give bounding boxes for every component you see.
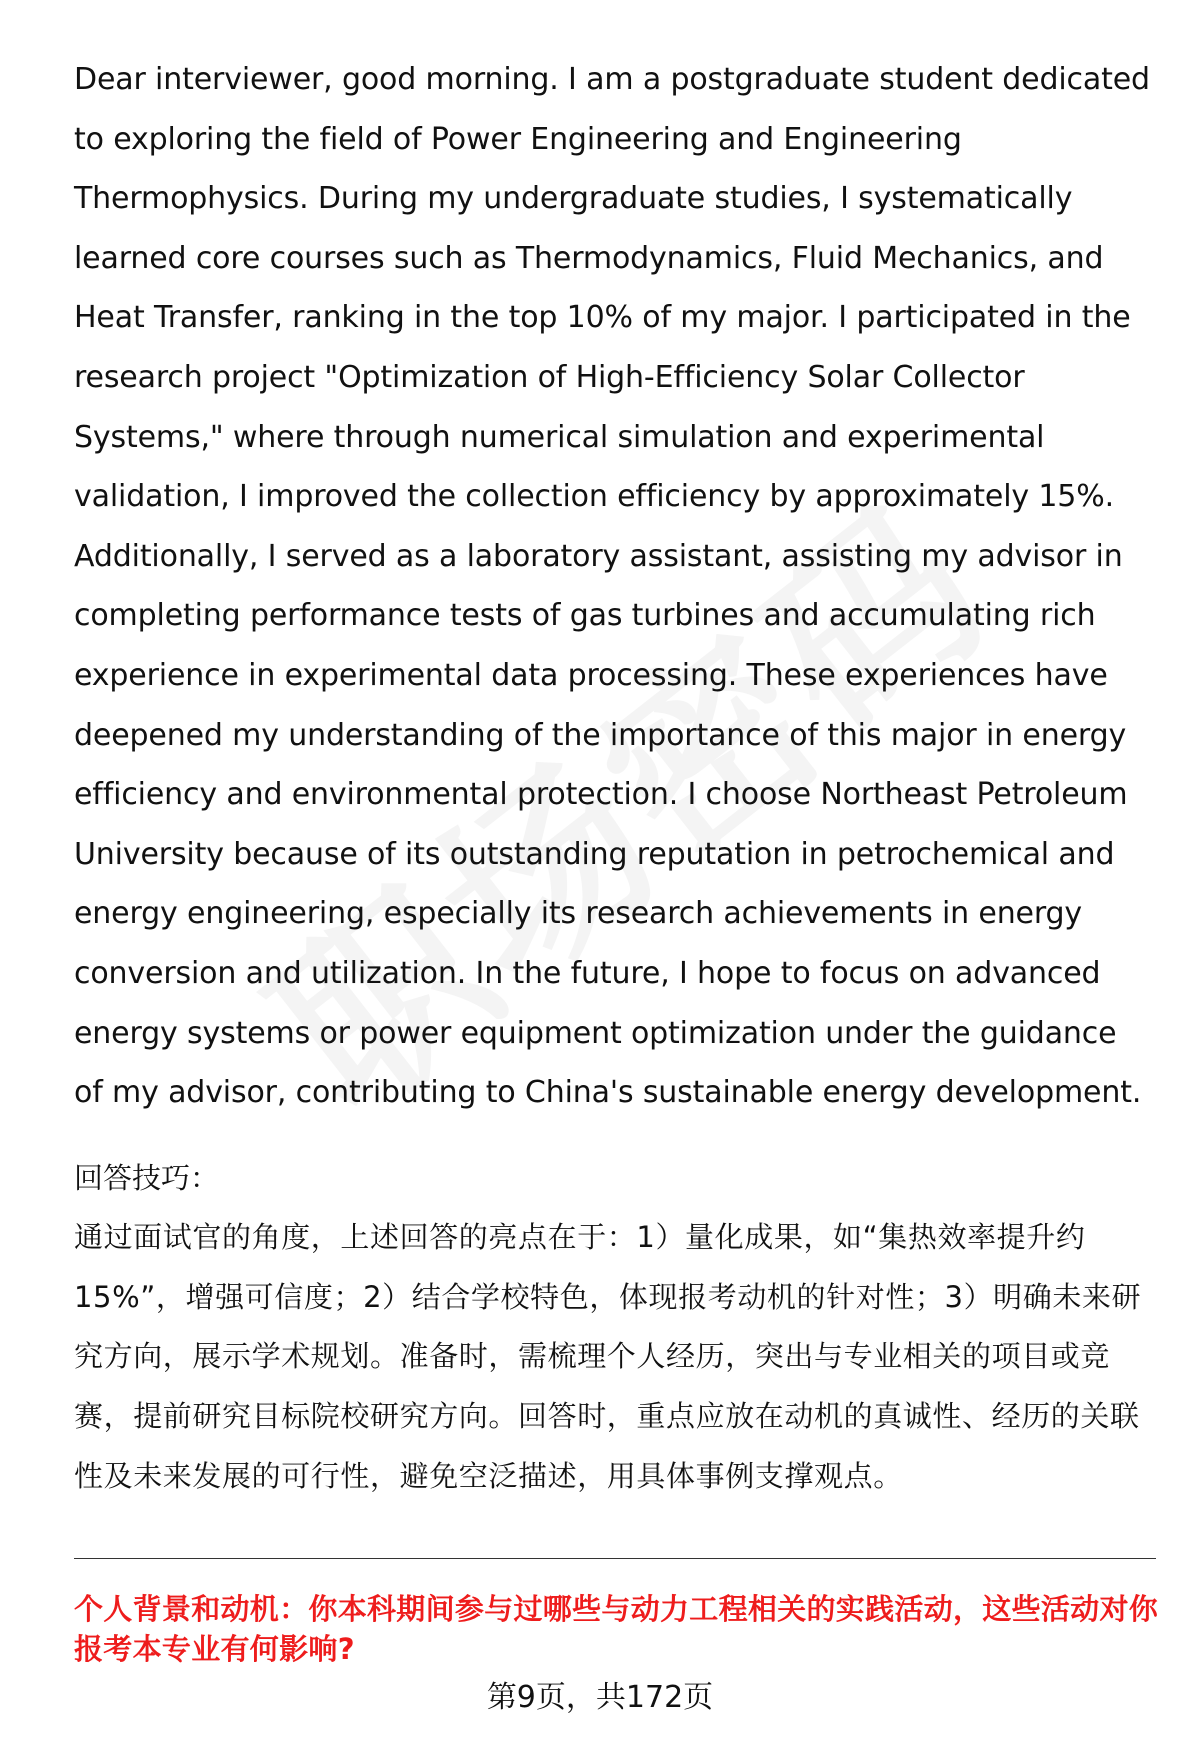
section-divider <box>74 1558 1156 1559</box>
document-body <box>74 50 1154 1506</box>
tips-heading: 回答技巧： <box>74 1160 220 1195</box>
next-question-heading: 个人背景和动机：你本科期间参与过哪些与动力工程相关的实践活动，这些活动对你报考本专业有何影响? <box>74 1592 1159 1666</box>
sample-answer-paragraph: Dear interviewer, good morning. I am a postgraduate student dedicated to exploring the field of Power Engineering and Engineering Thermophysics. During my undergraduate studies, I systematically learned core courses such as Thermodynamics, Fluid Mechanics, and Heat Transfer, ranking in the top 10% of my major. I participated in the research project "Optimization of High-Efficiency Solar Collector Systems," where through numerical simulation and experimental validation, I improved the collection efficiency by approximately 15%. Additionally, I served as a laboratory assistant, assisting my advisor in completing performance tests of gas turbines and accumulating rich experience in experimental data processing. These experiences have deepened my understanding of the importance of this major in energy efficiency and environmental protection. I choose Northeast Petroleum University because of its outstanding reputation in petrochemical and energy engineering, especially its research achievements in energy conversion and utilization. In the future, I hope to focus on advanced energy systems or power equipment optimization under the guidance of my advisor, contributing to China's sustainable energy development. <box>74 62 1150 1111</box>
page-number: 第9页，共172页 <box>486 1680 714 1715</box>
tips-paragraph: 通过面试官的角度，上述回答的亮点在于：1）量化成果，如“集热效率提升约15%”，增强可信度；2）结合学校特色，体现报考动机的针对性；3）明确未来研究方向，展示学术规划。准备时，需梳理个人经历，突出与专业相关的项目或竞赛，提前研究目标院校研究方向。回答时，重点应放在动机的真诚性、经历的关联性及未来发展的可行性，避免空泛描述，用具体事例支撑观点。 <box>74 1220 1142 1493</box>
